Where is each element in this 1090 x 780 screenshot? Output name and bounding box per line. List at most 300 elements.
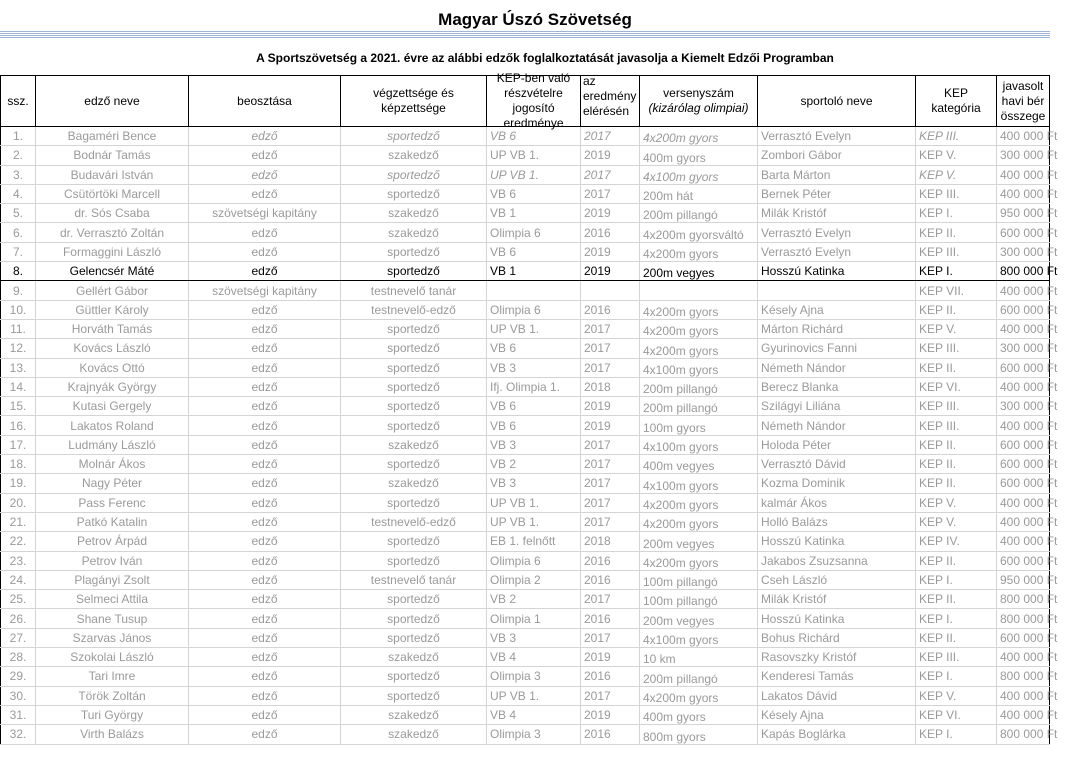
proposed-salary[interactable]: 600 000 Ft: [997, 551, 1050, 570]
athlete-name[interactable]: Jakabos Zsuzsanna: [758, 551, 916, 570]
kep-category[interactable]: KEP IV.: [916, 532, 997, 551]
coach-name[interactable]: Formaggini László: [36, 242, 189, 261]
coach-position[interactable]: szövetségi kapitány: [189, 204, 341, 223]
coach-position[interactable]: edző: [189, 358, 341, 377]
event-name[interactable]: 10 km: [640, 648, 758, 667]
kep-category[interactable]: KEP II.: [916, 435, 997, 454]
result-year[interactable]: 2018: [581, 532, 640, 551]
qualifying-result[interactable]: EB 1. felnőtt: [487, 532, 581, 551]
coach-name[interactable]: Molnár Ákos: [36, 455, 189, 474]
coach-qualification[interactable]: szakedző: [341, 204, 487, 223]
kep-category[interactable]: KEP II.: [916, 455, 997, 474]
event-name[interactable]: 4x200m gyors: [640, 319, 758, 338]
coach-position[interactable]: edző: [189, 223, 341, 242]
athlete-name[interactable]: Bernek Péter: [758, 184, 916, 203]
row-number[interactable]: 11.: [1, 319, 36, 338]
coach-name[interactable]: Kutasi Gergely: [36, 397, 189, 416]
athlete-name[interactable]: Barta Márton: [758, 165, 916, 184]
proposed-salary[interactable]: 300 000 Ft: [997, 397, 1050, 416]
coach-position[interactable]: edző: [189, 532, 341, 551]
athlete-name[interactable]: Verrasztó Evelyn: [758, 242, 916, 261]
kep-category[interactable]: KEP II.: [916, 628, 997, 647]
coach-name[interactable]: Krajnyák György: [36, 377, 189, 396]
event-name[interactable]: 4x100m gyors: [640, 358, 758, 377]
athlete-name[interactable]: Szilágyi Liliána: [758, 397, 916, 416]
proposed-salary[interactable]: 600 000 Ft: [997, 435, 1050, 454]
row-number[interactable]: 21.: [1, 512, 36, 531]
event-name[interactable]: 800m gyors: [640, 725, 758, 744]
coach-qualification[interactable]: sportedző: [341, 532, 487, 551]
row-number[interactable]: 30.: [1, 686, 36, 705]
qualifying-result[interactable]: UP VB 1.: [487, 165, 581, 184]
kep-category[interactable]: KEP V.: [916, 146, 997, 165]
coach-name[interactable]: Kovács Ottó: [36, 358, 189, 377]
result-year[interactable]: 2017: [581, 184, 640, 203]
proposed-salary[interactable]: 400 000 Ft: [997, 648, 1050, 667]
coach-qualification[interactable]: sportedző: [341, 628, 487, 647]
coach-qualification[interactable]: sportedző: [341, 319, 487, 338]
kep-category[interactable]: KEP VI.: [916, 705, 997, 724]
athlete-name[interactable]: Rasovszky Kristóf: [758, 648, 916, 667]
result-year[interactable]: 2019: [581, 397, 640, 416]
coach-name[interactable]: dr. Sós Csaba: [36, 204, 189, 223]
result-year[interactable]: 2017: [581, 455, 640, 474]
kep-category[interactable]: KEP V.: [916, 512, 997, 531]
coach-position[interactable]: edző: [189, 493, 341, 512]
result-year[interactable]: [581, 281, 640, 300]
athlete-name[interactable]: [758, 281, 916, 300]
event-name[interactable]: 4x200m gyors: [640, 300, 758, 319]
row-number[interactable]: 13.: [1, 358, 36, 377]
coach-name[interactable]: Güttler Károly: [36, 300, 189, 319]
coach-qualification[interactable]: szakedző: [341, 725, 487, 744]
kep-category[interactable]: KEP II.: [916, 590, 997, 609]
kep-category[interactable]: KEP III.: [916, 339, 997, 358]
event-name[interactable]: 4x200m gyors: [640, 127, 758, 146]
result-year[interactable]: 2017: [581, 628, 640, 647]
coach-position[interactable]: edző: [189, 242, 341, 261]
row-number[interactable]: 1.: [1, 127, 36, 146]
proposed-salary[interactable]: 400 000 Ft: [997, 319, 1050, 338]
coach-position[interactable]: edző: [189, 262, 341, 281]
coach-name[interactable]: Ludmány László: [36, 435, 189, 454]
coach-name[interactable]: Budavári István: [36, 165, 189, 184]
event-name[interactable]: 200m pillangó: [640, 377, 758, 396]
row-number[interactable]: 27.: [1, 628, 36, 647]
coach-position[interactable]: edző: [189, 628, 341, 647]
coach-position[interactable]: edző: [189, 377, 341, 396]
result-year[interactable]: 2017: [581, 493, 640, 512]
proposed-salary[interactable]: 400 000 Ft: [997, 184, 1050, 203]
qualifying-result[interactable]: Olimpia 1: [487, 609, 581, 628]
row-number[interactable]: 2.: [1, 146, 36, 165]
row-number[interactable]: 5.: [1, 204, 36, 223]
row-number[interactable]: 10.: [1, 300, 36, 319]
kep-category[interactable]: KEP I.: [916, 725, 997, 744]
athlete-name[interactable]: Kozma Dominik: [758, 474, 916, 493]
coach-position[interactable]: edző: [189, 300, 341, 319]
coach-name[interactable]: Szarvas János: [36, 628, 189, 647]
coach-name[interactable]: Szokolai László: [36, 648, 189, 667]
coach-position[interactable]: edző: [189, 435, 341, 454]
result-year[interactable]: 2016: [581, 725, 640, 744]
proposed-salary[interactable]: 400 000 Ft: [997, 377, 1050, 396]
qualifying-result[interactable]: UP VB 1.: [487, 686, 581, 705]
kep-category[interactable]: KEP V.: [916, 493, 997, 512]
header-qualification[interactable]: végzettsége és képzettsége: [341, 76, 487, 127]
coach-name[interactable]: Nagy Péter: [36, 474, 189, 493]
result-year[interactable]: 2017: [581, 686, 640, 705]
proposed-salary[interactable]: 600 000 Ft: [997, 358, 1050, 377]
qualifying-result[interactable]: VB 6: [487, 416, 581, 435]
qualifying-result[interactable]: Olimpia 2: [487, 570, 581, 589]
coach-qualification[interactable]: szakedző: [341, 223, 487, 242]
event-name[interactable]: 100m pillangó: [640, 590, 758, 609]
coach-qualification[interactable]: testnevelő tanár: [341, 281, 487, 300]
proposed-salary[interactable]: 400 000 Ft: [997, 127, 1050, 146]
coach-qualification[interactable]: szakedző: [341, 146, 487, 165]
athlete-name[interactable]: Kenderesi Tamás: [758, 667, 916, 686]
coach-position[interactable]: edző: [189, 455, 341, 474]
athlete-name[interactable]: Késely Ajna: [758, 705, 916, 724]
coach-name[interactable]: Bodnár Tamás: [36, 146, 189, 165]
result-year[interactable]: 2018: [581, 377, 640, 396]
coach-qualification[interactable]: testnevelő-edző: [341, 512, 487, 531]
row-number[interactable]: 19.: [1, 474, 36, 493]
kep-category[interactable]: KEP III.: [916, 416, 997, 435]
coach-position[interactable]: edző: [189, 397, 341, 416]
coach-name[interactable]: Török Zoltán: [36, 686, 189, 705]
event-name[interactable]: 200m pillangó: [640, 397, 758, 416]
qualifying-result[interactable]: Olimpia 6: [487, 223, 581, 242]
proposed-salary[interactable]: 300 000 Ft: [997, 339, 1050, 358]
result-year[interactable]: 2019: [581, 705, 640, 724]
row-number[interactable]: 22.: [1, 532, 36, 551]
qualifying-result[interactable]: VB 4: [487, 648, 581, 667]
row-number[interactable]: 25.: [1, 590, 36, 609]
proposed-salary[interactable]: 800 000 Ft: [997, 262, 1050, 281]
row-number[interactable]: 16.: [1, 416, 36, 435]
proposed-salary[interactable]: 950 000 Ft: [997, 570, 1050, 589]
proposed-salary[interactable]: 600 000 Ft: [997, 628, 1050, 647]
event-name[interactable]: 400m gyors: [640, 146, 758, 165]
coach-qualification[interactable]: sportedző: [341, 165, 487, 184]
coach-position[interactable]: edző: [189, 319, 341, 338]
qualifying-result[interactable]: VB 6: [487, 127, 581, 146]
result-year[interactable]: 2017: [581, 358, 640, 377]
athlete-name[interactable]: Verrasztó Evelyn: [758, 223, 916, 242]
qualifying-result[interactable]: UP VB 1.: [487, 319, 581, 338]
athlete-name[interactable]: Milák Kristóf: [758, 204, 916, 223]
header-year[interactable]: [581, 73, 640, 127]
header-name[interactable]: edző neve: [36, 76, 189, 127]
kep-category[interactable]: KEP V.: [916, 686, 997, 705]
header-result[interactable]: [487, 71, 581, 130]
coach-name[interactable]: Shane Tusup: [36, 609, 189, 628]
event-name[interactable]: 400m vegyes: [640, 455, 758, 474]
row-number[interactable]: 20.: [1, 493, 36, 512]
event-name[interactable]: 4x200m gyors: [640, 339, 758, 358]
coach-position[interactable]: edző: [189, 686, 341, 705]
coach-position[interactable]: edző: [189, 474, 341, 493]
result-year[interactable]: 2017: [581, 474, 640, 493]
result-year[interactable]: 2016: [581, 609, 640, 628]
kep-category[interactable]: KEP II.: [916, 474, 997, 493]
kep-category[interactable]: KEP I.: [916, 667, 997, 686]
qualifying-result[interactable]: UP VB 1.: [487, 512, 581, 531]
qualifying-result[interactable]: VB 1: [487, 204, 581, 223]
kep-category[interactable]: KEP I.: [916, 204, 997, 223]
qualifying-result[interactable]: VB 3: [487, 435, 581, 454]
coach-name[interactable]: dr. Verrasztó Zoltán: [36, 223, 189, 242]
row-number[interactable]: 17.: [1, 435, 36, 454]
coach-name[interactable]: Csütörtöki Marcell: [36, 184, 189, 203]
qualifying-result[interactable]: VB 3: [487, 474, 581, 493]
row-number[interactable]: 32.: [1, 725, 36, 744]
coach-qualification[interactable]: sportedző: [341, 609, 487, 628]
qualifying-result[interactable]: VB 3: [487, 358, 581, 377]
result-year[interactable]: 2019: [581, 416, 640, 435]
coach-qualification[interactable]: sportedző: [341, 590, 487, 609]
row-number[interactable]: 4.: [1, 184, 36, 203]
coach-position[interactable]: edző: [189, 184, 341, 203]
row-number[interactable]: 6.: [1, 223, 36, 242]
coach-name[interactable]: Horváth Tamás: [36, 319, 189, 338]
qualifying-result[interactable]: VB 6: [487, 242, 581, 261]
coach-position[interactable]: edző: [189, 416, 341, 435]
coach-name[interactable]: Selmeci Attila: [36, 590, 189, 609]
result-year[interactable]: 2017: [581, 590, 640, 609]
proposed-salary[interactable]: 600 000 Ft: [997, 474, 1050, 493]
coach-qualification[interactable]: sportedző: [341, 339, 487, 358]
row-number[interactable]: 15.: [1, 397, 36, 416]
coach-position[interactable]: edző: [189, 512, 341, 531]
coach-name[interactable]: Tari Imre: [36, 667, 189, 686]
coach-qualification[interactable]: sportedző: [341, 358, 487, 377]
athlete-name[interactable]: Hosszú Katinka: [758, 532, 916, 551]
coach-position[interactable]: edző: [189, 127, 341, 146]
coach-qualification[interactable]: sportedző: [341, 127, 487, 146]
coach-qualification[interactable]: testnevelő tanár: [341, 570, 487, 589]
header-position[interactable]: beosztása: [189, 76, 341, 127]
proposed-salary[interactable]: 300 000 Ft: [997, 242, 1050, 261]
athlete-name[interactable]: Késely Ajna: [758, 300, 916, 319]
proposed-salary[interactable]: 400 000 Ft: [997, 512, 1050, 531]
event-name[interactable]: 4x200m gyors: [640, 686, 758, 705]
row-number[interactable]: 26.: [1, 609, 36, 628]
qualifying-result[interactable]: UP VB 1.: [487, 146, 581, 165]
proposed-salary[interactable]: 400 000 Ft: [997, 532, 1050, 551]
kep-category[interactable]: KEP II.: [916, 300, 997, 319]
kep-category[interactable]: KEP III.: [916, 648, 997, 667]
event-name[interactable]: 100m gyors: [640, 416, 758, 435]
coach-qualification[interactable]: sportedző: [341, 551, 487, 570]
coach-qualification[interactable]: sportedző: [341, 377, 487, 396]
row-number[interactable]: 8.: [1, 262, 36, 281]
kep-category[interactable]: KEP III.: [916, 127, 997, 146]
proposed-salary[interactable]: 800 000 Ft: [997, 667, 1050, 686]
athlete-name[interactable]: Verrasztó Evelyn: [758, 127, 916, 146]
coach-qualification[interactable]: sportedző: [341, 262, 487, 281]
qualifying-result[interactable]: Olimpia 6: [487, 300, 581, 319]
event-name[interactable]: 4x100m gyors: [640, 474, 758, 493]
coach-position[interactable]: edző: [189, 667, 341, 686]
row-number[interactable]: 14.: [1, 377, 36, 396]
coach-name[interactable]: Pass Ferenc: [36, 493, 189, 512]
athlete-name[interactable]: Németh Nándor: [758, 416, 916, 435]
event-name[interactable]: 200m pillangó: [640, 667, 758, 686]
result-year[interactable]: 2017: [581, 165, 640, 184]
athlete-name[interactable]: Zombori Gábor: [758, 146, 916, 165]
event-name[interactable]: 4x200m gyors: [640, 242, 758, 261]
coach-position[interactable]: edző: [189, 570, 341, 589]
qualifying-result[interactable]: Olimpia 3: [487, 667, 581, 686]
kep-category[interactable]: KEP III.: [916, 397, 997, 416]
kep-category[interactable]: KEP III.: [916, 184, 997, 203]
coach-position[interactable]: edző: [189, 165, 341, 184]
coach-qualification[interactable]: sportedző: [341, 184, 487, 203]
result-year[interactable]: 2017: [581, 127, 640, 146]
row-number[interactable]: 29.: [1, 667, 36, 686]
event-name[interactable]: 100m pillangó: [640, 570, 758, 589]
row-number[interactable]: 3.: [1, 165, 36, 184]
kep-category[interactable]: KEP VII.: [916, 281, 997, 300]
coach-name[interactable]: Patkó Katalin: [36, 512, 189, 531]
qualifying-result[interactable]: Ifj. Olimpia 1.: [487, 377, 581, 396]
qualifying-result[interactable]: Olimpia 6: [487, 551, 581, 570]
proposed-salary[interactable]: 800 000 Ft: [997, 609, 1050, 628]
proposed-salary[interactable]: 950 000 Ft: [997, 204, 1050, 223]
coach-name[interactable]: Turi György: [36, 705, 189, 724]
athlete-name[interactable]: Németh Nándor: [758, 358, 916, 377]
athlete-name[interactable]: Lakatos Dávid: [758, 686, 916, 705]
athlete-name[interactable]: Holló Balázs: [758, 512, 916, 531]
row-number[interactable]: 23.: [1, 551, 36, 570]
athlete-name[interactable]: Holoda Péter: [758, 435, 916, 454]
qualifying-result[interactable]: Olimpia 3: [487, 725, 581, 744]
coach-name[interactable]: Lakatos Roland: [36, 416, 189, 435]
event-name[interactable]: 200m vegyes: [640, 609, 758, 628]
header-salary[interactable]: javasolt havi bér összege: [997, 76, 1050, 127]
row-number[interactable]: 28.: [1, 648, 36, 667]
coach-qualification[interactable]: szakedző: [341, 648, 487, 667]
kep-category[interactable]: KEP V.: [916, 165, 997, 184]
coach-name[interactable]: Petrov Iván: [36, 551, 189, 570]
qualifying-result[interactable]: [487, 281, 581, 300]
qualifying-result[interactable]: VB 6: [487, 184, 581, 203]
coach-position[interactable]: edző: [189, 551, 341, 570]
coach-qualification[interactable]: sportedző: [341, 455, 487, 474]
result-year[interactable]: 2016: [581, 667, 640, 686]
row-number[interactable]: 31.: [1, 705, 36, 724]
result-year[interactable]: 2019: [581, 648, 640, 667]
coach-name[interactable]: Gelencsér Máté: [36, 262, 189, 281]
result-year[interactable]: 2019: [581, 242, 640, 261]
coach-name[interactable]: Plagányi Zsolt: [36, 570, 189, 589]
coach-qualification[interactable]: szakedző: [341, 474, 487, 493]
event-name[interactable]: 200m hát: [640, 184, 758, 203]
coach-qualification[interactable]: sportedző: [341, 493, 487, 512]
coach-position[interactable]: edző: [189, 609, 341, 628]
result-year[interactable]: 2017: [581, 339, 640, 358]
row-number[interactable]: 18.: [1, 455, 36, 474]
kep-category[interactable]: KEP V.: [916, 319, 997, 338]
coach-name[interactable]: Kovács László: [36, 339, 189, 358]
kep-category[interactable]: KEP II.: [916, 358, 997, 377]
result-year[interactable]: 2016: [581, 300, 640, 319]
proposed-salary[interactable]: 400 000 Ft: [997, 165, 1050, 184]
athlete-name[interactable]: Hosszú Katinka: [758, 609, 916, 628]
qualifying-result[interactable]: VB 2: [487, 590, 581, 609]
qualifying-result[interactable]: VB 4: [487, 705, 581, 724]
event-name[interactable]: 4x100m gyors: [640, 165, 758, 184]
header-event[interactable]: [640, 76, 758, 127]
header-athlete[interactable]: sportoló neve: [758, 76, 916, 127]
athlete-name[interactable]: Bohus Richárd: [758, 628, 916, 647]
athlete-name[interactable]: Milák Kristóf: [758, 590, 916, 609]
proposed-salary[interactable]: 400 000 Ft: [997, 686, 1050, 705]
result-year[interactable]: 2017: [581, 435, 640, 454]
coach-qualification[interactable]: sportedző: [341, 397, 487, 416]
result-year[interactable]: 2017: [581, 319, 640, 338]
coach-qualification[interactable]: szakedző: [341, 435, 487, 454]
event-name[interactable]: 4x200m gyorsváltó: [640, 223, 758, 242]
row-number[interactable]: 12.: [1, 339, 36, 358]
kep-category[interactable]: KEP III.: [916, 242, 997, 261]
proposed-salary[interactable]: 400 000 Ft: [997, 705, 1050, 724]
header-num[interactable]: ssz.: [1, 76, 36, 127]
coach-position[interactable]: edző: [189, 146, 341, 165]
row-number[interactable]: 24.: [1, 570, 36, 589]
kep-category[interactable]: KEP I.: [916, 570, 997, 589]
kep-category[interactable]: KEP VI.: [916, 377, 997, 396]
proposed-salary[interactable]: 400 000 Ft: [997, 281, 1050, 300]
coach-qualification[interactable]: testnevelő-edző: [341, 300, 487, 319]
kep-category[interactable]: KEP II.: [916, 551, 997, 570]
athlete-name[interactable]: kalmár Ákos: [758, 493, 916, 512]
row-number[interactable]: 7.: [1, 242, 36, 261]
qualifying-result[interactable]: VB 6: [487, 397, 581, 416]
coach-position[interactable]: edző: [189, 705, 341, 724]
coach-position[interactable]: edző: [189, 339, 341, 358]
row-number[interactable]: 9.: [1, 281, 36, 300]
kep-category[interactable]: KEP I.: [916, 262, 997, 281]
coach-position[interactable]: szövetségi kapitány: [189, 281, 341, 300]
athlete-name[interactable]: Verrasztó Dávid: [758, 455, 916, 474]
coach-qualification[interactable]: sportedző: [341, 242, 487, 261]
proposed-salary[interactable]: 600 000 Ft: [997, 300, 1050, 319]
qualifying-result[interactable]: UP VB 1.: [487, 493, 581, 512]
athlete-name[interactable]: Berecz Blanka: [758, 377, 916, 396]
coach-name[interactable]: Bagaméri Bence: [36, 127, 189, 146]
event-name[interactable]: 4x100m gyors: [640, 628, 758, 647]
athlete-name[interactable]: Hosszú Katinka: [758, 262, 916, 281]
event-name[interactable]: 200m vegyes: [640, 532, 758, 551]
event-name[interactable]: 4x100m gyors: [640, 435, 758, 454]
proposed-salary[interactable]: 800 000 Ft: [997, 590, 1050, 609]
event-name[interactable]: 4x200m gyors: [640, 551, 758, 570]
coach-name[interactable]: Petrov Árpád: [36, 532, 189, 551]
result-year[interactable]: 2016: [581, 223, 640, 242]
proposed-salary[interactable]: 400 000 Ft: [997, 493, 1050, 512]
coach-position[interactable]: edző: [189, 590, 341, 609]
event-name[interactable]: 4x200m gyors: [640, 493, 758, 512]
coach-qualification[interactable]: sportedző: [341, 667, 487, 686]
event-name[interactable]: 200m vegyes: [640, 262, 758, 281]
qualifying-result[interactable]: VB 2: [487, 455, 581, 474]
coach-position[interactable]: edző: [189, 648, 341, 667]
result-year[interactable]: 2016: [581, 551, 640, 570]
